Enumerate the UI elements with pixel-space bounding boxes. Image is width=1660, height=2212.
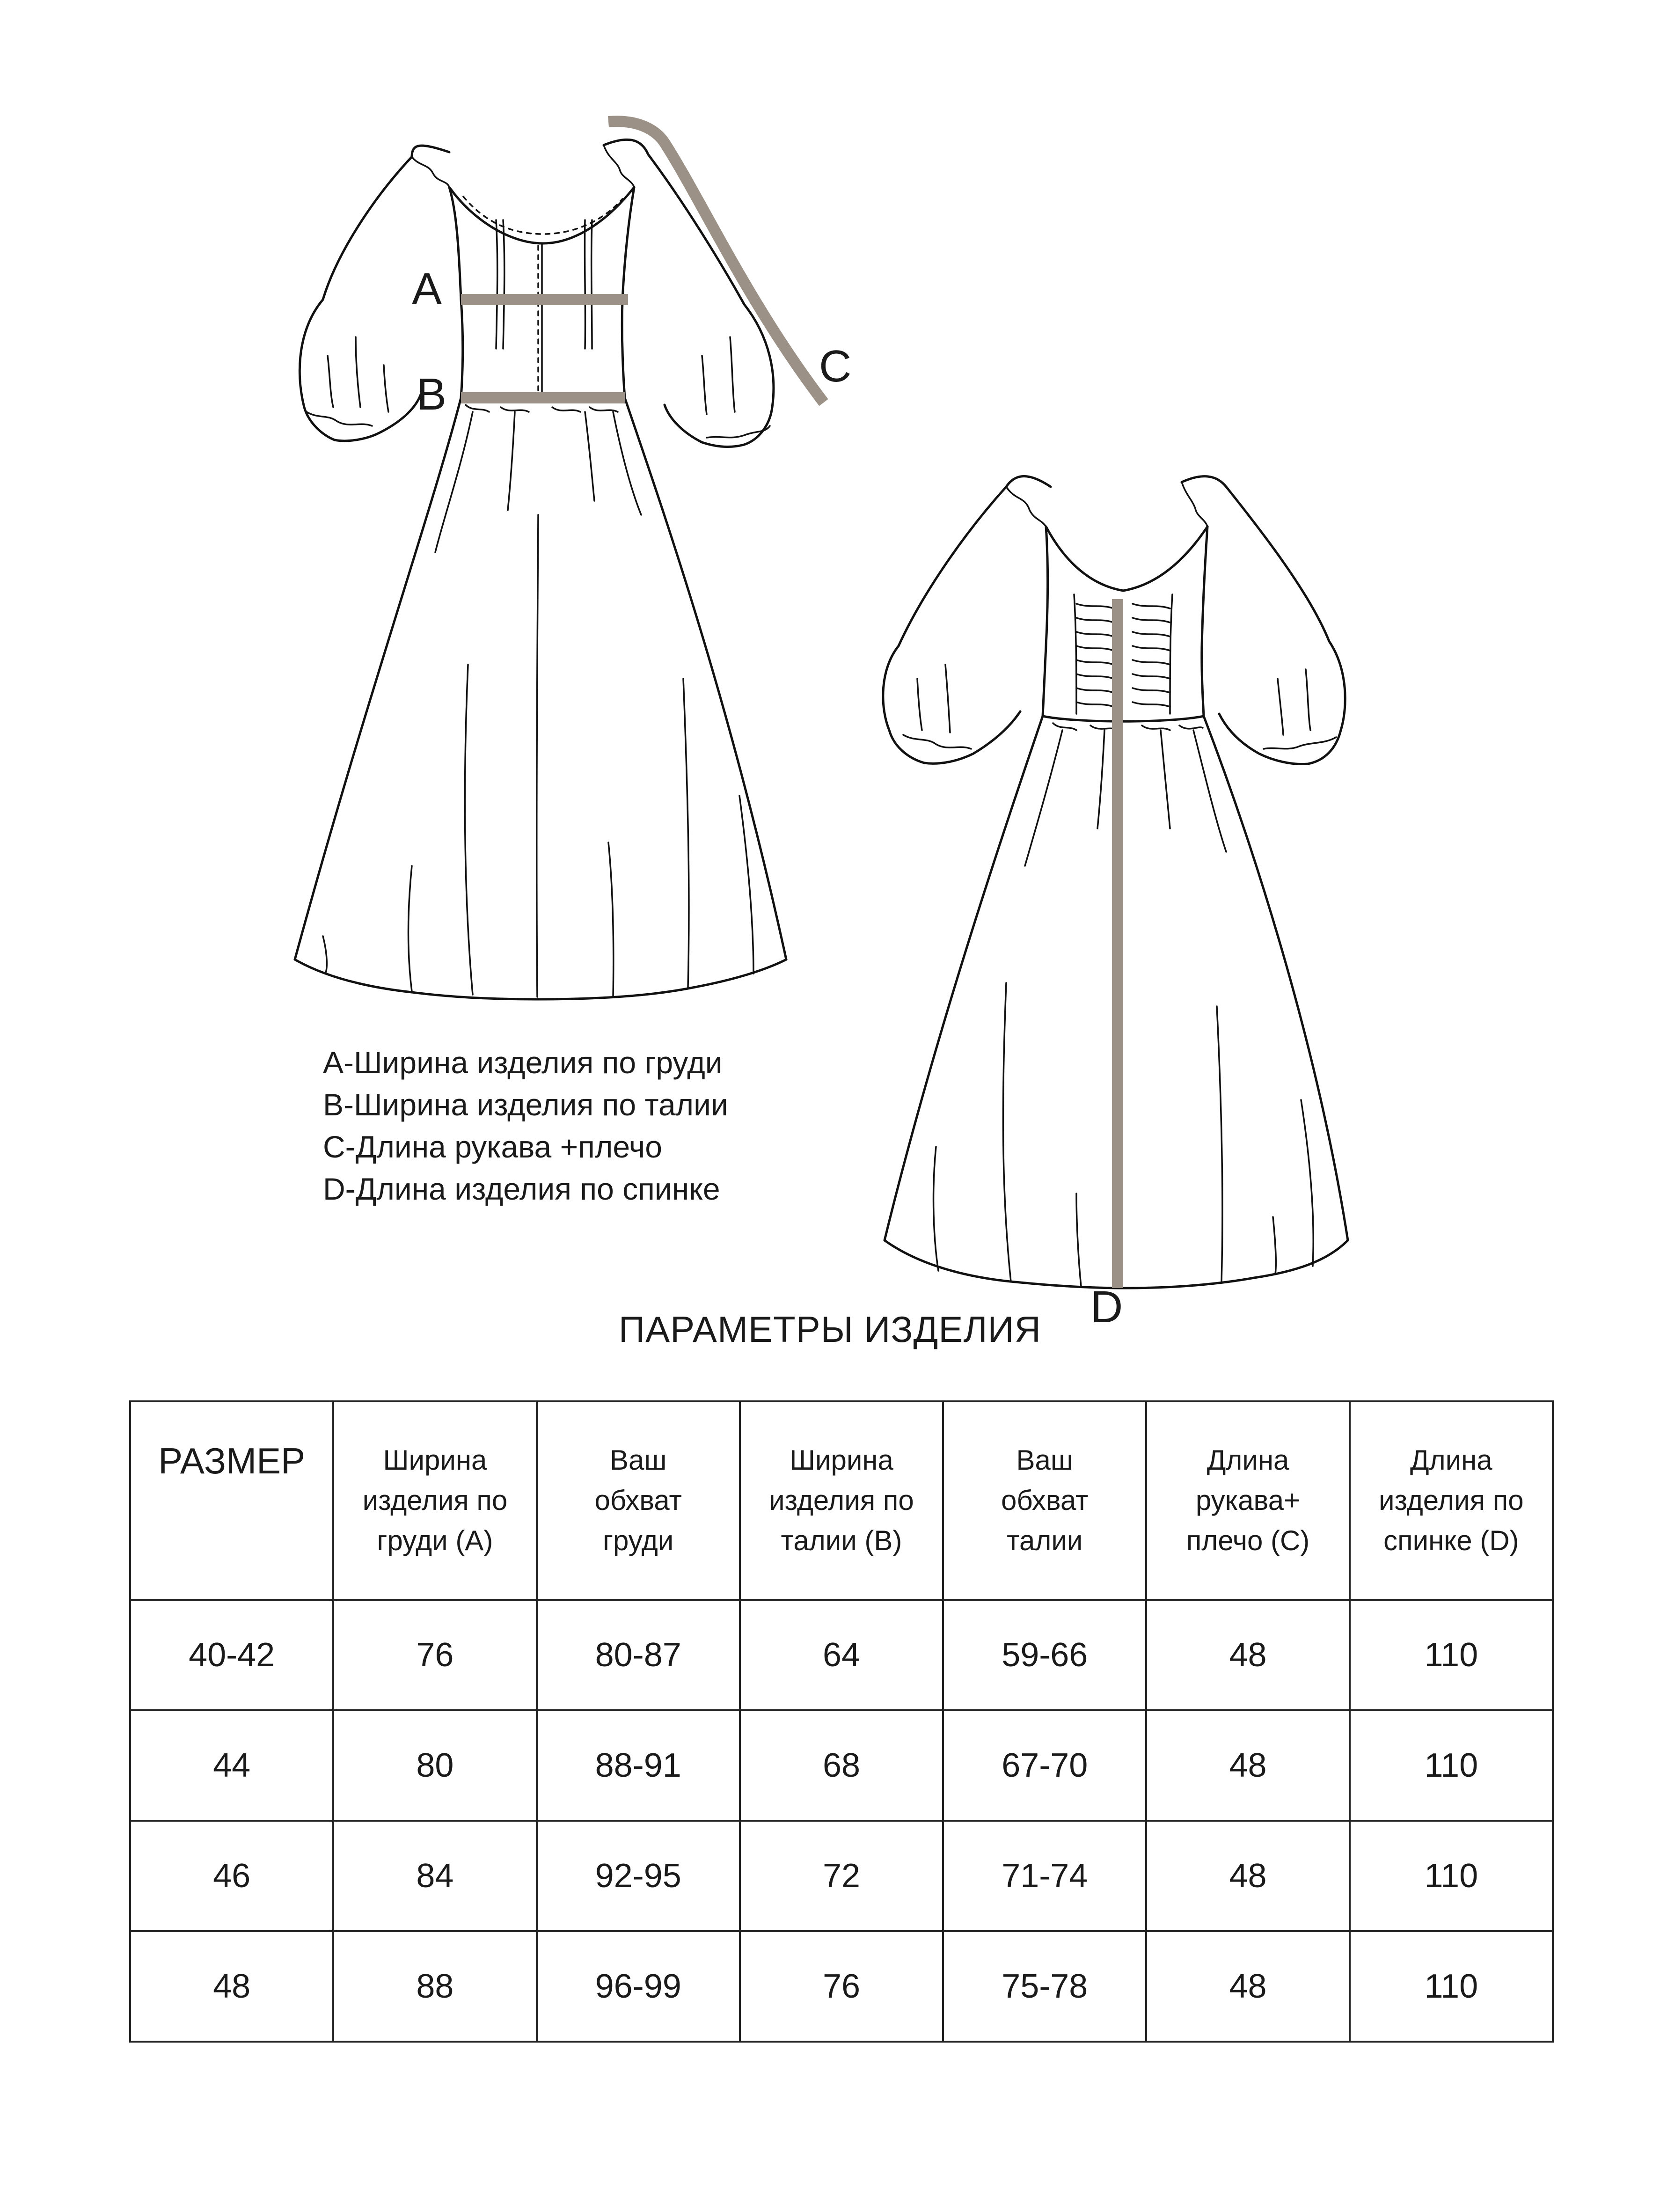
table-cell: 48 — [130, 1931, 333, 2042]
dress-front-sketch — [295, 121, 824, 999]
header-line: изделия по — [362, 1485, 508, 1516]
header-line: изделия по — [769, 1485, 914, 1516]
header-line: талии (В) — [781, 1525, 902, 1556]
table-cell: 76 — [333, 1600, 536, 1710]
header-line: плечо (С) — [1186, 1525, 1310, 1556]
table-cell: 48 — [1146, 1600, 1349, 1710]
legend-item-a: A-Ширина изделия по груди — [323, 1045, 723, 1080]
table-cell: 110 — [1350, 1931, 1553, 2042]
measurement-legend — [323, 1041, 728, 1210]
header-line: Длина — [1410, 1444, 1492, 1476]
table-cell: 92-95 — [537, 1821, 740, 1931]
size-parameters-table — [129, 1400, 1554, 2043]
table-cell: 48 — [1146, 1931, 1349, 2042]
table-cell: 96-99 — [537, 1931, 740, 2042]
table-header-row — [130, 1401, 1553, 1600]
label-d: D — [1090, 1282, 1123, 1332]
legend-item-c: C-Длина рукава +плечо — [323, 1129, 662, 1164]
dress-back-sketch — [883, 476, 1348, 1289]
table-cell: 67-70 — [943, 1710, 1146, 1821]
table-cell: 75-78 — [943, 1931, 1146, 2042]
header-line: Длина — [1207, 1444, 1289, 1476]
table-cell: 44 — [130, 1710, 333, 1821]
table-cell: 64 — [740, 1600, 943, 1710]
table-cell: 71-74 — [943, 1821, 1146, 1931]
label-a: A — [412, 264, 442, 314]
table-row — [130, 1710, 1553, 1821]
table-cell: 110 — [1350, 1600, 1553, 1710]
header-waist-width — [740, 1401, 943, 1600]
table-cell: 110 — [1350, 1821, 1553, 1931]
page-title: ПАРАМЕТРЫ ИЗДЕЛИЯ — [619, 1309, 1041, 1350]
legend-item-b: B-Ширина изделия по талии — [323, 1087, 728, 1122]
header-line: рукава+ — [1195, 1485, 1301, 1516]
header-size — [130, 1401, 333, 1600]
header-chest-width — [333, 1401, 536, 1600]
table-cell: 68 — [740, 1710, 943, 1821]
table-cell: 88-91 — [537, 1710, 740, 1821]
table-cell: 84 — [333, 1821, 536, 1931]
table-cell: 48 — [1146, 1710, 1349, 1821]
header-line: груди — [603, 1525, 674, 1556]
table-cell: 40-42 — [130, 1600, 333, 1710]
header-line: талии — [1007, 1525, 1083, 1556]
table-cell: 72 — [740, 1821, 943, 1931]
table-cell: 80-87 — [537, 1600, 740, 1710]
header-line: РАЗМЕР — [158, 1440, 306, 1481]
label-b: B — [417, 369, 447, 419]
header-line: Ваш — [1016, 1444, 1074, 1476]
table-cell: 110 — [1350, 1710, 1553, 1821]
header-line: Ширина — [383, 1444, 487, 1476]
table-row — [130, 1931, 1553, 2042]
header-line: обхват — [594, 1485, 682, 1516]
table-cell: 88 — [333, 1931, 536, 2042]
header-line: обхват — [1001, 1485, 1089, 1516]
table-cell: 48 — [1146, 1821, 1349, 1931]
header-sleeve-length — [1146, 1401, 1349, 1600]
table-cell: 80 — [333, 1710, 536, 1821]
header-waist-girth — [943, 1401, 1146, 1600]
table-cell: 46 — [130, 1821, 333, 1931]
header-line: Ваш — [609, 1444, 667, 1476]
label-c: C — [819, 341, 852, 391]
header-chest-girth — [537, 1401, 740, 1600]
legend-item-d: D-Длина изделия по спинке — [323, 1172, 720, 1206]
header-line: груди (А) — [377, 1525, 493, 1556]
header-back-length — [1350, 1401, 1553, 1600]
header-line: изделия по — [1379, 1485, 1524, 1516]
header-line: Ширина — [790, 1444, 893, 1476]
table-row — [130, 1821, 1553, 1931]
header-line: спинке (D) — [1383, 1525, 1519, 1556]
table-cell: 76 — [740, 1931, 943, 2042]
table-row — [130, 1600, 1553, 1710]
table-cell: 59-66 — [943, 1600, 1146, 1710]
